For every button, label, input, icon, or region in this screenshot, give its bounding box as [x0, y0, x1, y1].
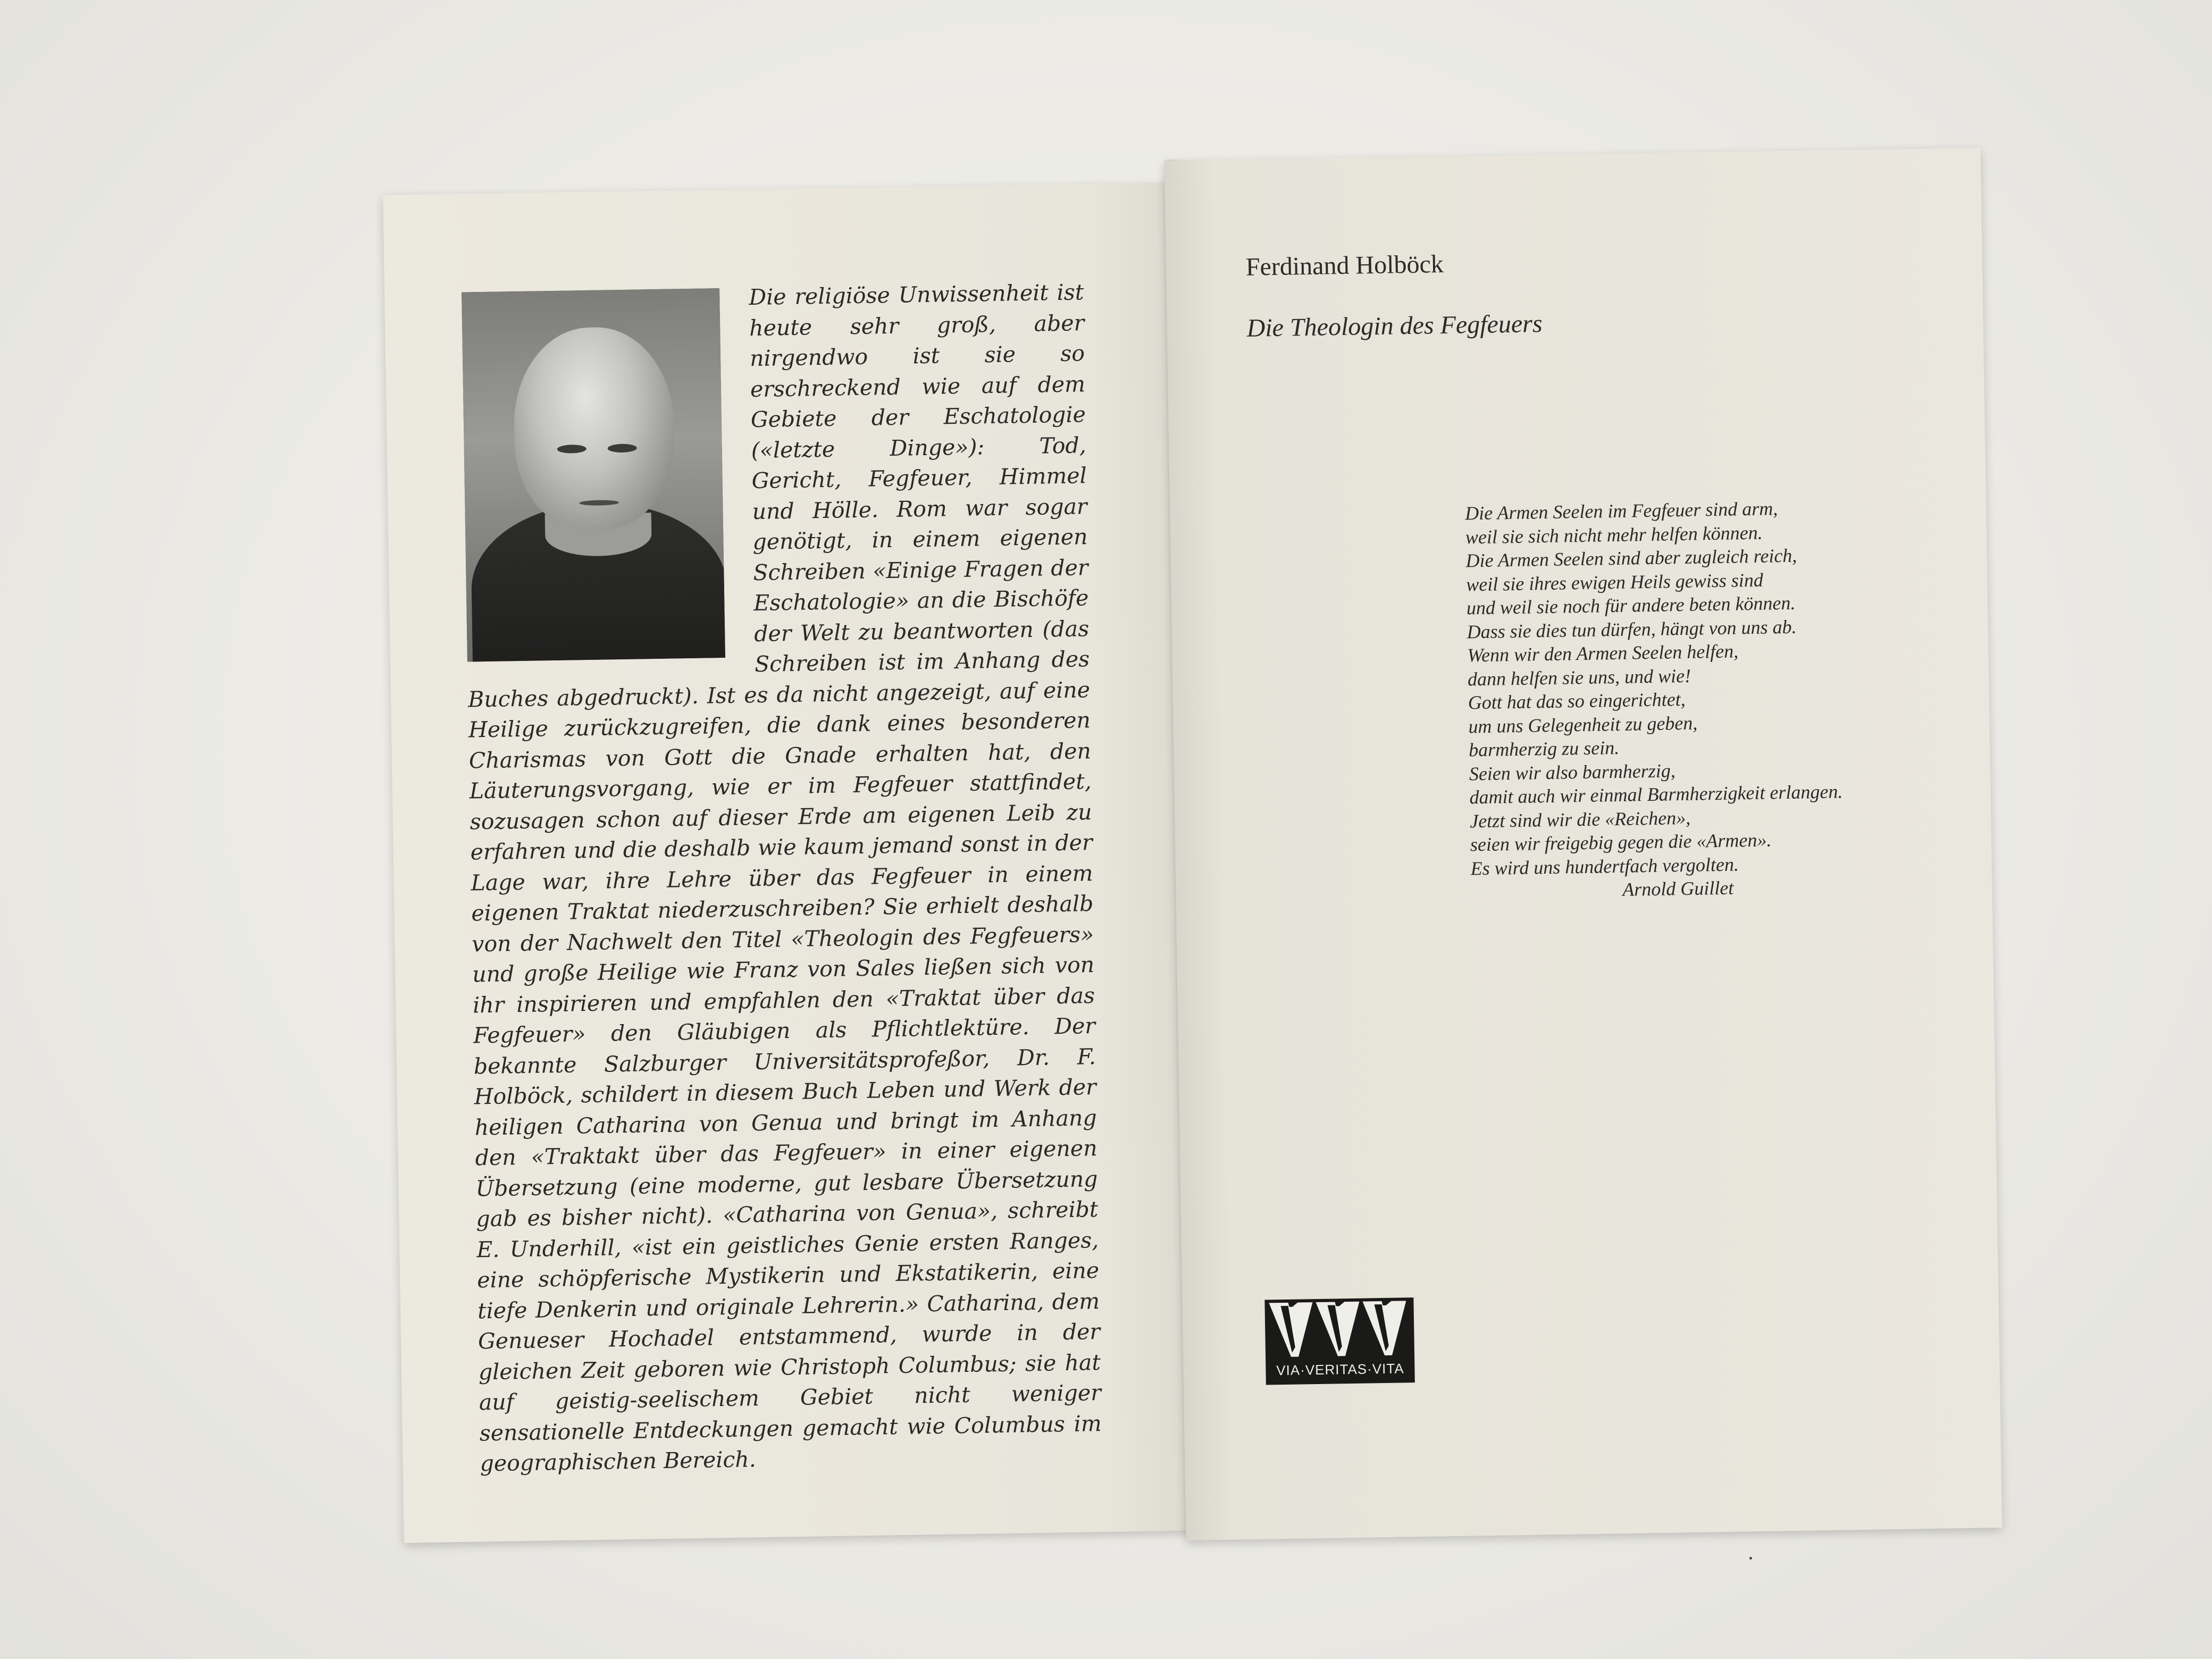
poem-signature: Arnold Guillet	[1622, 877, 1734, 900]
blurb-text: Die religiöse Unwissenheit ist heute sehr groß, aber nirgendwo ist sie so erschreckend wie auf dem Gebiete der Eschatologie («letzte Dinge»): Tod, Gericht, Fegfeuer, Himmel und Hölle. Rom war sogar genötigt, in einem eigenen Schreiben «Einige Fragen der Eschatologie» an die Bischöfe der Welt zu beantworten (das Schreiben ist im Anhang des Buches abgedruckt). Ist es da nicht angezeigt, auf eine Heilige zurückzugreifen, die dank eines besonderen Charismas von Gott die Gnade erhalten hat, den Läuterungsvorgang, wie er im Fegfeuer stattfindet, sozusagen schon auf dieser Erde am eigenen Leib zu erfahren und die deshalb wie kaum jemand sonst in der Lage war, ihre Lehre über das Fegfeuer in einem eigenen Traktat niederzuschreiben? Sie erhielt deshalb von der Nachwelt den Titel «Theologin des Fegfeuers» und große Heilige wie Franz von Sales ließen sich von ihr inspirieren und empfahlen den «Traktat über das Fegfeuer» den Gläubigen als Pflichtlektüre. Der bekannte Salzburger Universitätsprofeßor, Dr. F. Holböck, schildert in diesem Buch Leben und Werk der heiligen Catharina von Genua und bringt im Anhang den «Traktakt über das Fegfeuer» in einer eigenen Übersetzung (eine moderne, gut lesbare Übersetzung gab es bisher nicht). «Catharina von Genua», schreibt E. Underhill, «ist ein geistliches Genie ersten Ranges, eine schöpferische Mystikerin und Ekstatikerin, eine tiefe Denkerin und originale Lehrerin.» Catharina, dem Genueser Hochadel entstammend, wurde in der gleichen Zeit geboren wie Christoph Columbus; sie hat auf geistig-seelischem Gebiet nicht weniger sensationelle Entdeckungen gemacht wie Columbus im geographischen Bereich.	[467, 279, 1102, 1477]
poem-line: damit auch wir einmal Barmherzigkeit erlangen.	[1469, 781, 1843, 808]
poem-line: weil sie ihres ewigen Heils gewiss sind	[1465, 569, 1764, 595]
publisher-logo	[1264, 1297, 1414, 1385]
book-title: Die Theologin des Fegfeuers	[1246, 309, 1543, 342]
poem-line: Seien wir also barmherzig,	[1469, 759, 1676, 784]
poem	[1465, 494, 1950, 904]
poem-line: weil sie sich nicht mehr helfen können.	[1465, 522, 1763, 548]
logo-text: VIA·VERITAS·VITA	[1276, 1360, 1404, 1379]
blurb-text-block	[462, 277, 1102, 1479]
poem-line: um uns Gelegenheit zu geben,	[1468, 712, 1698, 737]
poem-line: barmherzig zu sein.	[1468, 736, 1620, 761]
poem-line: Die Armen Seelen im Fegfeuer sind arm,	[1464, 498, 1778, 524]
vvv-logo-icon	[1264, 1297, 1414, 1362]
poem-line: Wenn wir den Armen Seelen helfen,	[1467, 640, 1739, 666]
poem-line: Dass sie dies tun dürfen, hängt von uns ab.	[1467, 616, 1797, 642]
author-name: Ferdinand Holböck	[1245, 249, 1444, 281]
poem-line: seien wir freigebig gegen die «Armen».	[1470, 829, 1772, 856]
right-page	[1164, 148, 2002, 1540]
dust-speck	[1749, 1557, 1752, 1560]
poem-line: Die Armen Seelen sind aber zugleich reich,	[1465, 544, 1797, 572]
poem-line: dann helfen sie uns, und wie!	[1467, 665, 1691, 690]
poem-line: Jetzt sind wir die «Reichen»,	[1469, 807, 1691, 832]
poem-line: und weil sie noch für andere beten können.	[1466, 592, 1796, 619]
left-page	[383, 182, 1202, 1543]
poem-line: Gott hat das so eingerichtet,	[1468, 688, 1686, 714]
poem-line: Es wird uns hundertfach vergolten.	[1470, 853, 1739, 879]
